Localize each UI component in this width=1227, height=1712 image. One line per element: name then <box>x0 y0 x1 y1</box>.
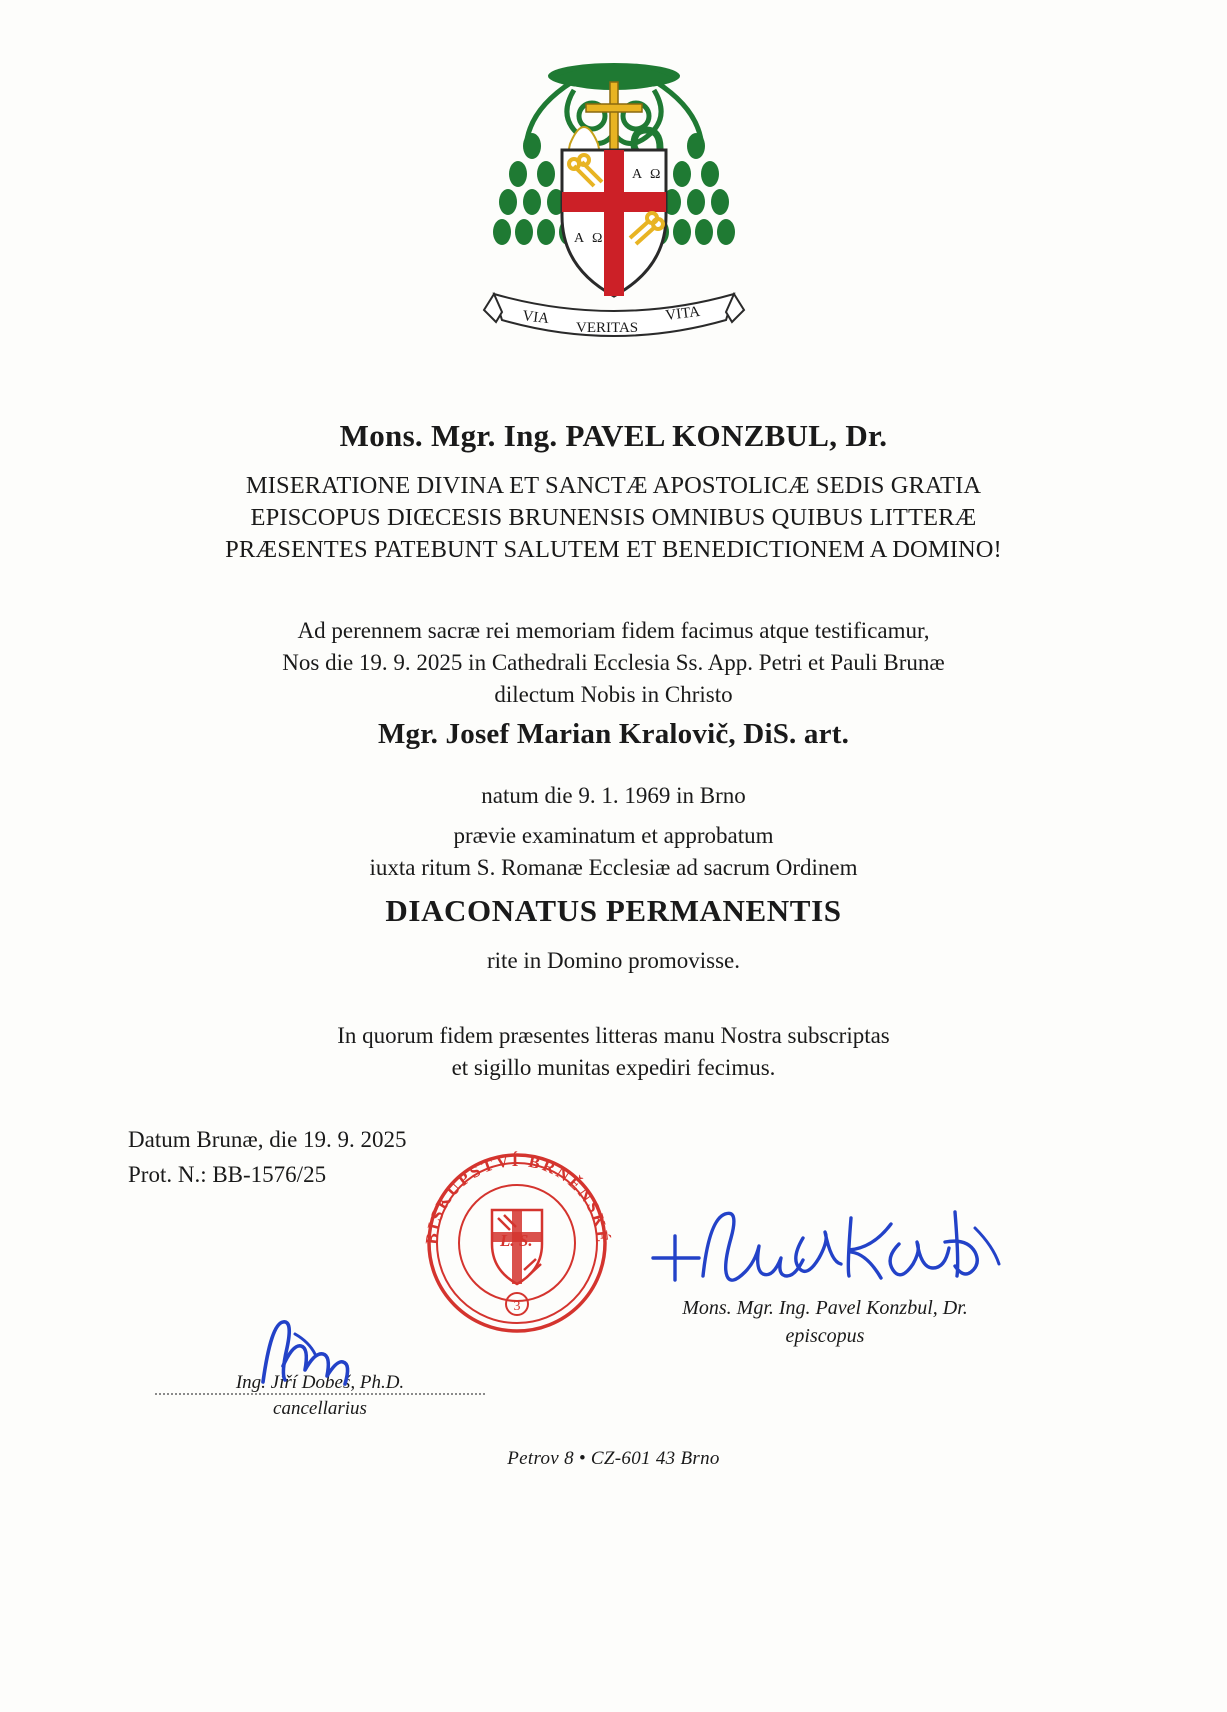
motto-via: VIA <box>521 308 550 328</box>
chancellor-signature-title: cancellarius <box>273 1398 367 1419</box>
order-title: DIACONATUS PERMANENTIS <box>385 893 842 928</box>
chancellor-signature-block <box>155 1318 485 1422</box>
titulature-line-3: PRÆSENTES PATEBUNT SALUTEM ET BENEDICTIONEM A DOMINO! <box>225 536 1002 563</box>
seal-center-mark: L. S. <box>500 1231 533 1250</box>
rite-line: rite in Domino promovisse. <box>487 948 740 973</box>
coat-of-arms-icon <box>454 42 774 372</box>
chancellor-signature-name: Ing. Jiří Dobeš, Ph.D. <box>235 1372 405 1393</box>
date-and-protocol <box>128 1122 407 1192</box>
faith-line-2: et sigillo munitas expediri fecimus. <box>451 1055 776 1080</box>
bishop-signature-block <box>645 1198 1005 1350</box>
examined-line-2: iuxta ritum S. Romanæ Ecclesiæ ad sacrum Ordinem <box>369 855 858 880</box>
signature-ink-icon-2 <box>155 1318 485 1388</box>
examined-line-1: prævie examinatum et approbatum <box>453 823 774 848</box>
titulature-line-1: MISERATIONE DIVINA ET SANCTÆ APOSTOLICÆ SEDIS GRATIA <box>245 472 982 499</box>
bishop-signature-name: Mons. Mgr. Ing. Pavel Konzbul, Dr. <box>682 1297 968 1319</box>
ordinand-name: Mgr. Josef Marian Kralovič, DiS. art. <box>377 718 850 750</box>
titulature-line-2: EPISCOPUS DIŒCESIS BRUNENSIS OMNIBUS QUIBUS LITTERÆ <box>250 504 977 531</box>
shield-letter-omega2: Ω <box>591 231 602 246</box>
motto-vita: VITA <box>664 303 701 324</box>
official-seal <box>412 1138 622 1348</box>
chancellor-signature-handwriting <box>155 1318 485 1370</box>
signature-ink-icon <box>645 1198 1005 1294</box>
protocol-number: Prot. N.: BB-1576/25 <box>128 1162 327 1187</box>
birth-line: natum die 9. 1. 1969 in Brno <box>481 783 746 808</box>
faith-statement <box>0 1020 1227 1084</box>
preamble-line-2: Nos die 19. 9. 2025 in Cathedrali Ecclesia Ss. App. Petri et Pauli Brunæ <box>282 650 945 675</box>
chancellor-signature-line <box>155 1393 485 1395</box>
motto-veritas: VERITAS <box>575 320 638 336</box>
shield-letter-a2: A <box>573 231 584 246</box>
shield-letter-omega: Ω <box>649 167 660 182</box>
shield-letter-a: A <box>631 167 642 182</box>
faith-line-1: In quorum fidem præsentes litteras manu Nostra subscriptas <box>337 1023 890 1048</box>
datum-line: Datum Brunæ, die 19. 9. 2025 <box>128 1127 407 1152</box>
seal-bottom-number: 3 <box>513 1299 521 1314</box>
titulature <box>0 470 1227 566</box>
preamble-line-1: Ad perennem sacræ rei memoriam fidem facimus atque testificamur, <box>297 618 930 643</box>
footer-address: Petrov 8 • CZ-601 43 Brno <box>507 1448 720 1469</box>
bishop-signature-handwriting <box>645 1198 1005 1294</box>
seal-icon <box>412 1138 622 1348</box>
coat-of-arms <box>0 42 1227 372</box>
bishop-name: Mons. Mgr. Ing. PAVEL KONZBUL, Dr. <box>339 418 888 453</box>
preamble-line-3: dilectum Nobis in Christo <box>494 682 733 707</box>
bishop-signature-title: episcopus <box>785 1325 865 1347</box>
seal-text-top: BISKUPSTVÍ BRNĚNSKÉ <box>421 1150 613 1246</box>
preamble <box>0 615 1227 711</box>
examination-statement <box>0 820 1227 884</box>
